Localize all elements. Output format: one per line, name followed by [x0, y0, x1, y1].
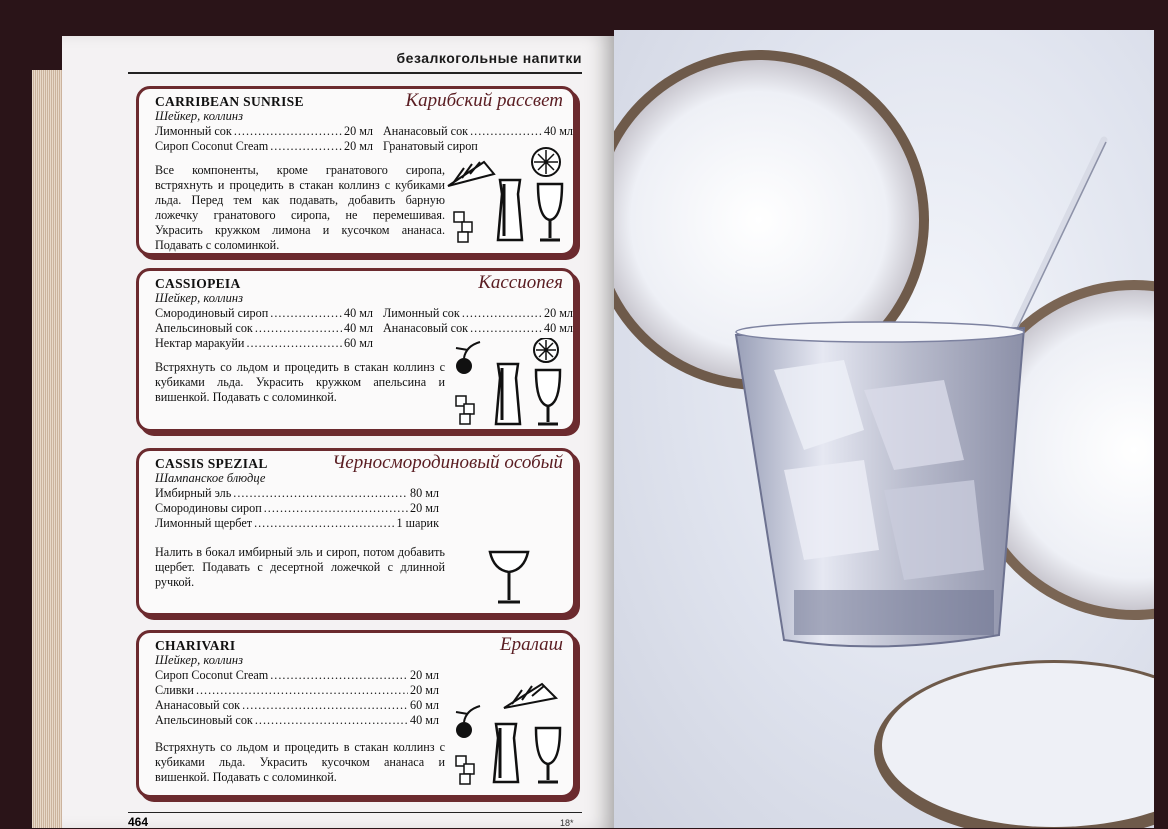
recipe-title: CARRIBEAN SUNRISE: [155, 94, 304, 109]
page-stack-edge: [32, 70, 64, 828]
ingredient-row: Имбирный эль ..... 80 мл: [155, 486, 439, 501]
section-header: безалкогольные напитки: [396, 50, 582, 66]
recipe-title: CHARIVARI: [155, 638, 236, 653]
recipe-icons: [452, 678, 568, 786]
ingredient-row: Смородиновый сироп ..... 40 мл: [155, 306, 373, 321]
recipe-title-ru: Черносмородиновый особый: [332, 452, 563, 473]
collins-glass-icon: [538, 184, 562, 240]
ingredient-row: Лимонный щербет ..... 1 шарик: [155, 516, 439, 531]
recipe-title-ru: Кассиопея: [478, 272, 563, 293]
recipe-equipment: Шейкер, коллинз: [155, 109, 243, 123]
ingredient-row: Апельсиновый сок ..... 40 мл: [155, 713, 439, 728]
header-divider: [128, 72, 582, 74]
ingredient-row: Лимонный сок ..... 20 мл: [155, 124, 373, 139]
ingredient-row: Нектар маракуйи ..... 60 мл: [155, 336, 373, 351]
champagne-saucer-icon: [490, 552, 528, 602]
recipe-instructions: Все компоненты, кроме гранатового сиропа, встряхнуть и процедить в стакан коллинз с кубиками льда. Перед тем как подавать, добавить барную ложечку гранатового сиропа, не перемешивая. Украсить кружком лимона и кусочком ананаса. Подавать с соломинкой.: [155, 163, 445, 252]
pineapple-wedge-icon: [448, 162, 494, 186]
ingredient-row: Гранатовый сироп: [383, 139, 478, 153]
recipe-equipment: Шейкер, коллинз: [155, 653, 243, 667]
ingredient-row: Смородиновы сироп ..... 20 мл: [155, 501, 439, 516]
ingredient-row: Сироп Coconut Cream ..... 20 мл: [155, 139, 373, 154]
print-signature: 18*: [560, 818, 574, 828]
drink-photo: [614, 30, 1154, 828]
cherry-icon: [456, 342, 480, 374]
photo-page: [614, 30, 1154, 828]
recipe-instructions: Налить в бокал имбирный эль и сироп, потом добавить щербет. Подавать с десертной ложечкой с длинной ручкой.: [155, 545, 445, 589]
ingredient-row: Апельсиновый сок ..... 40 мл: [155, 321, 373, 336]
recipe-title-ru: Карибский рассвет: [405, 90, 563, 111]
shaker-icon: [498, 180, 522, 240]
shaker-icon: [496, 364, 520, 424]
ingredient-row: Сливки ..... 20 мл: [155, 683, 439, 698]
recipe-instructions: Встряхнуть со льдом и процедить в стакан коллинз с кубиками льда. Украсить кружком апельсина и вишенкой. Подавать с соломинкой.: [155, 360, 445, 404]
citrus-slice-icon: [534, 338, 558, 362]
recipe-title-ru: Ералаш: [500, 634, 563, 655]
ice-cubes-icon: [454, 212, 472, 242]
recipe-equipment: Шампанское блюдце: [155, 471, 266, 485]
recipe-icons: [452, 338, 568, 426]
collins-glass-icon: [536, 728, 560, 782]
ice-cubes-icon: [456, 396, 474, 424]
ingredient-row: Ананасовый сок ..... 40 мл: [383, 321, 573, 336]
ingredient-list: [155, 486, 559, 531]
footer-divider: [128, 812, 582, 813]
ice-cubes-icon: [456, 756, 474, 784]
ingredient-row: Ананасовый сок ..... 60 мл: [155, 698, 439, 713]
recipe-title: CASSIS SPEZIAL: [155, 456, 268, 471]
ingredient-row: Ананасовый сок ..... 40 мл: [383, 124, 573, 139]
recipe-instructions: Встряхнуть со льдом и процедить в стакан коллинз с кубиками льда. Украсить кусочком ананаса и вишенкой. Подавать с соломинкой.: [155, 740, 445, 784]
recipe-title: CASSIOPEIA: [155, 276, 241, 291]
pineapple-wedge-icon: [504, 684, 556, 708]
page-number: 464: [128, 815, 149, 829]
recipe-equipment: Шейкер, коллинз: [155, 291, 243, 305]
ingredient-row: Лимонный сок ..... 20 мл: [383, 306, 573, 321]
ingredient-row: Сироп Coconut Cream ..... 20 мл: [155, 668, 439, 683]
recipe-icons: [488, 548, 530, 606]
collins-glass-icon: [536, 370, 560, 424]
shaker-icon: [494, 724, 518, 782]
cherry-icon: [456, 706, 480, 738]
citrus-slice-icon: [532, 148, 560, 176]
recipe-icons: [444, 146, 572, 246]
